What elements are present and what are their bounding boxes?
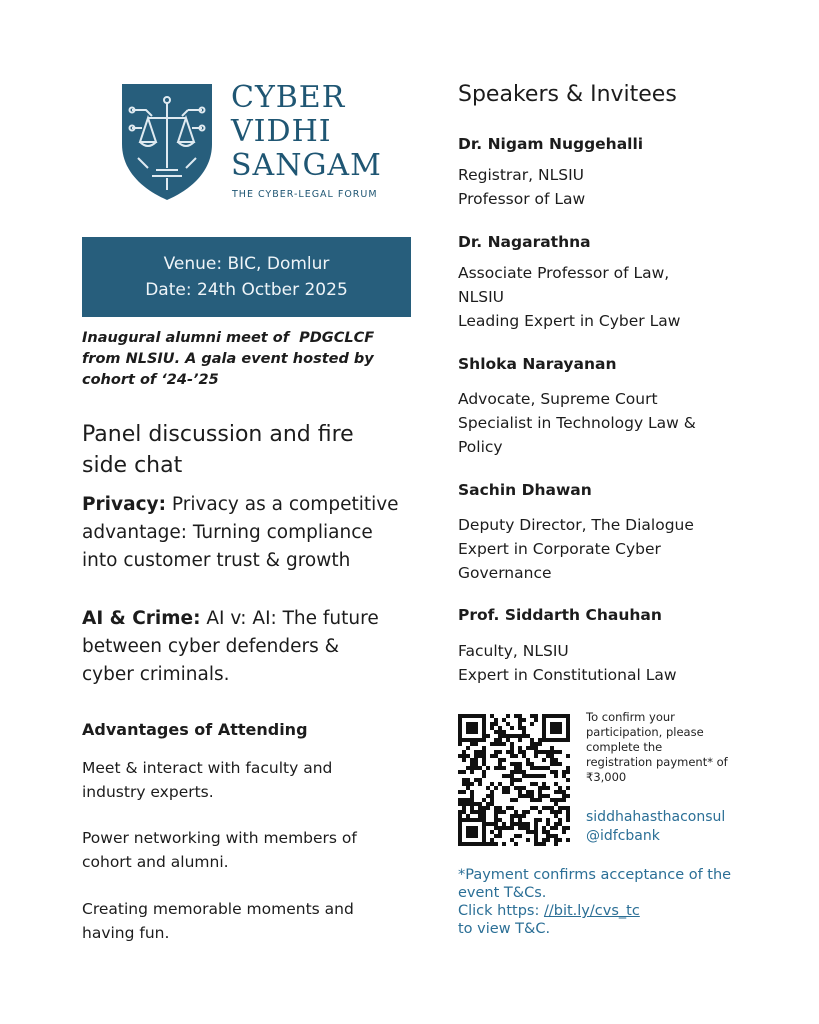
speaker-role-line: NLSIU	[458, 288, 504, 306]
speaker-role-line: Advocate, Supreme Court	[458, 390, 658, 408]
advantages-heading: Advantages of Attending	[82, 720, 308, 739]
topic-label: AI & Crime:	[82, 608, 201, 629]
speaker-name: Sachin Dhawan	[458, 481, 592, 499]
advantage-item	[82, 826, 412, 874]
advantage-line: Creating memorable moments and	[82, 900, 354, 918]
topic-line: Privacy as a competitive	[166, 494, 399, 515]
speaker-role-line: Governance	[458, 564, 552, 582]
speaker-role	[458, 163, 758, 211]
upi-id-line: @idfcbank	[586, 828, 660, 844]
payment-note-line: To confirm your	[586, 710, 675, 724]
logo-line-vidhi: VIDHI	[231, 114, 332, 149]
venue-date-banner	[82, 237, 411, 317]
intro-line: from NLSIU. A gala event hosted by	[82, 351, 374, 367]
advantage-line: Power networking with members of	[82, 829, 357, 847]
terms-line: Click https:	[458, 903, 544, 919]
topic-line: between cyber defenders &	[82, 636, 340, 657]
speaker-role	[458, 513, 758, 585]
speaker-role-line: Specialist in Technology Law &	[458, 414, 696, 432]
payment-note-line: participation, please	[586, 725, 704, 739]
terms-line: to view T&C.	[458, 921, 551, 937]
speaker-name: Dr. Nagarathna	[458, 233, 591, 251]
advantage-item	[82, 756, 412, 804]
terms-line: event T&Cs.	[458, 885, 547, 901]
topic-line: cyber criminals.	[82, 664, 230, 685]
topic-ai-crime	[82, 605, 422, 689]
logo-tagline: THE CYBER-LEGAL FORUM	[232, 189, 378, 200]
speaker-name: Prof. Siddarth Chauhan	[458, 606, 662, 624]
speaker-role-line: Faculty, NLSIU	[458, 642, 569, 660]
payment-instructions	[586, 710, 746, 785]
panel-heading-line: Panel discussion and fire	[82, 422, 354, 447]
upi-id-line: siddhahasthaconsul	[586, 809, 726, 825]
topic-privacy	[82, 491, 422, 575]
speaker-name: Dr. Nigam Nuggehalli	[458, 135, 644, 153]
payment-amount: ₹3,000	[586, 770, 627, 784]
topic-label: Privacy:	[82, 494, 166, 515]
terms-line: *Payment confirms acceptance of the	[458, 867, 732, 883]
advantage-item	[82, 897, 412, 945]
qr-code-icon[interactable]	[458, 714, 570, 846]
topic-line: into customer trust & growth	[82, 550, 351, 571]
speaker-name: Shloka Narayanan	[458, 355, 617, 373]
advantage-line: Meet & interact with faculty and	[82, 759, 333, 777]
logo-line-sangam: SANGAM	[231, 148, 382, 183]
advantage-line: industry experts.	[82, 783, 214, 801]
speaker-role-line: Registrar, NLSIU	[458, 166, 584, 184]
date-text: Date: 24th Octber 2025	[145, 280, 348, 300]
venue-text: Venue: BIC, Domlur	[163, 254, 330, 274]
speaker-role-line: Professor of Law	[458, 190, 586, 208]
advantage-line: cohort and alumni.	[82, 853, 229, 871]
speaker-role	[458, 261, 758, 333]
panel-heading-line: side chat	[82, 453, 183, 478]
intro-line: Inaugural alumni meet of PDGCLCF	[82, 330, 375, 346]
speaker-role-line: Expert in Corporate Cyber	[458, 540, 661, 558]
speaker-role	[458, 639, 758, 687]
logo-line-cyber: CYBER	[231, 80, 346, 115]
speaker-role-line: Expert in Constitutional Law	[458, 666, 677, 684]
upi-id	[586, 808, 725, 846]
payment-note-line: complete the	[586, 740, 663, 754]
speaker-role-line: Leading Expert in Cyber Law	[458, 312, 681, 330]
advantage-line: having fun.	[82, 924, 170, 942]
topic-line: advantage: Turning compliance	[82, 522, 373, 543]
speaker-role	[458, 387, 758, 459]
speaker-role-line: Policy	[458, 438, 503, 456]
payment-terms	[458, 866, 758, 938]
speaker-role-line: Associate Professor of Law,	[458, 264, 670, 282]
speaker-role-line: Deputy Director, The Dialogue	[458, 516, 694, 534]
topic-line: AI v: AI: The future	[200, 608, 379, 629]
terms-link[interactable]: //bit.ly/cvs_tc	[543, 903, 640, 919]
intro-line: cohort of ‘24-’25	[82, 372, 219, 388]
event-intro	[82, 328, 422, 391]
speakers-heading: Speakers & Invitees	[458, 82, 677, 107]
payment-note-line: registration payment* of	[586, 755, 728, 769]
panel-heading	[82, 419, 412, 481]
scales-of-justice-shield-icon	[118, 80, 216, 202]
